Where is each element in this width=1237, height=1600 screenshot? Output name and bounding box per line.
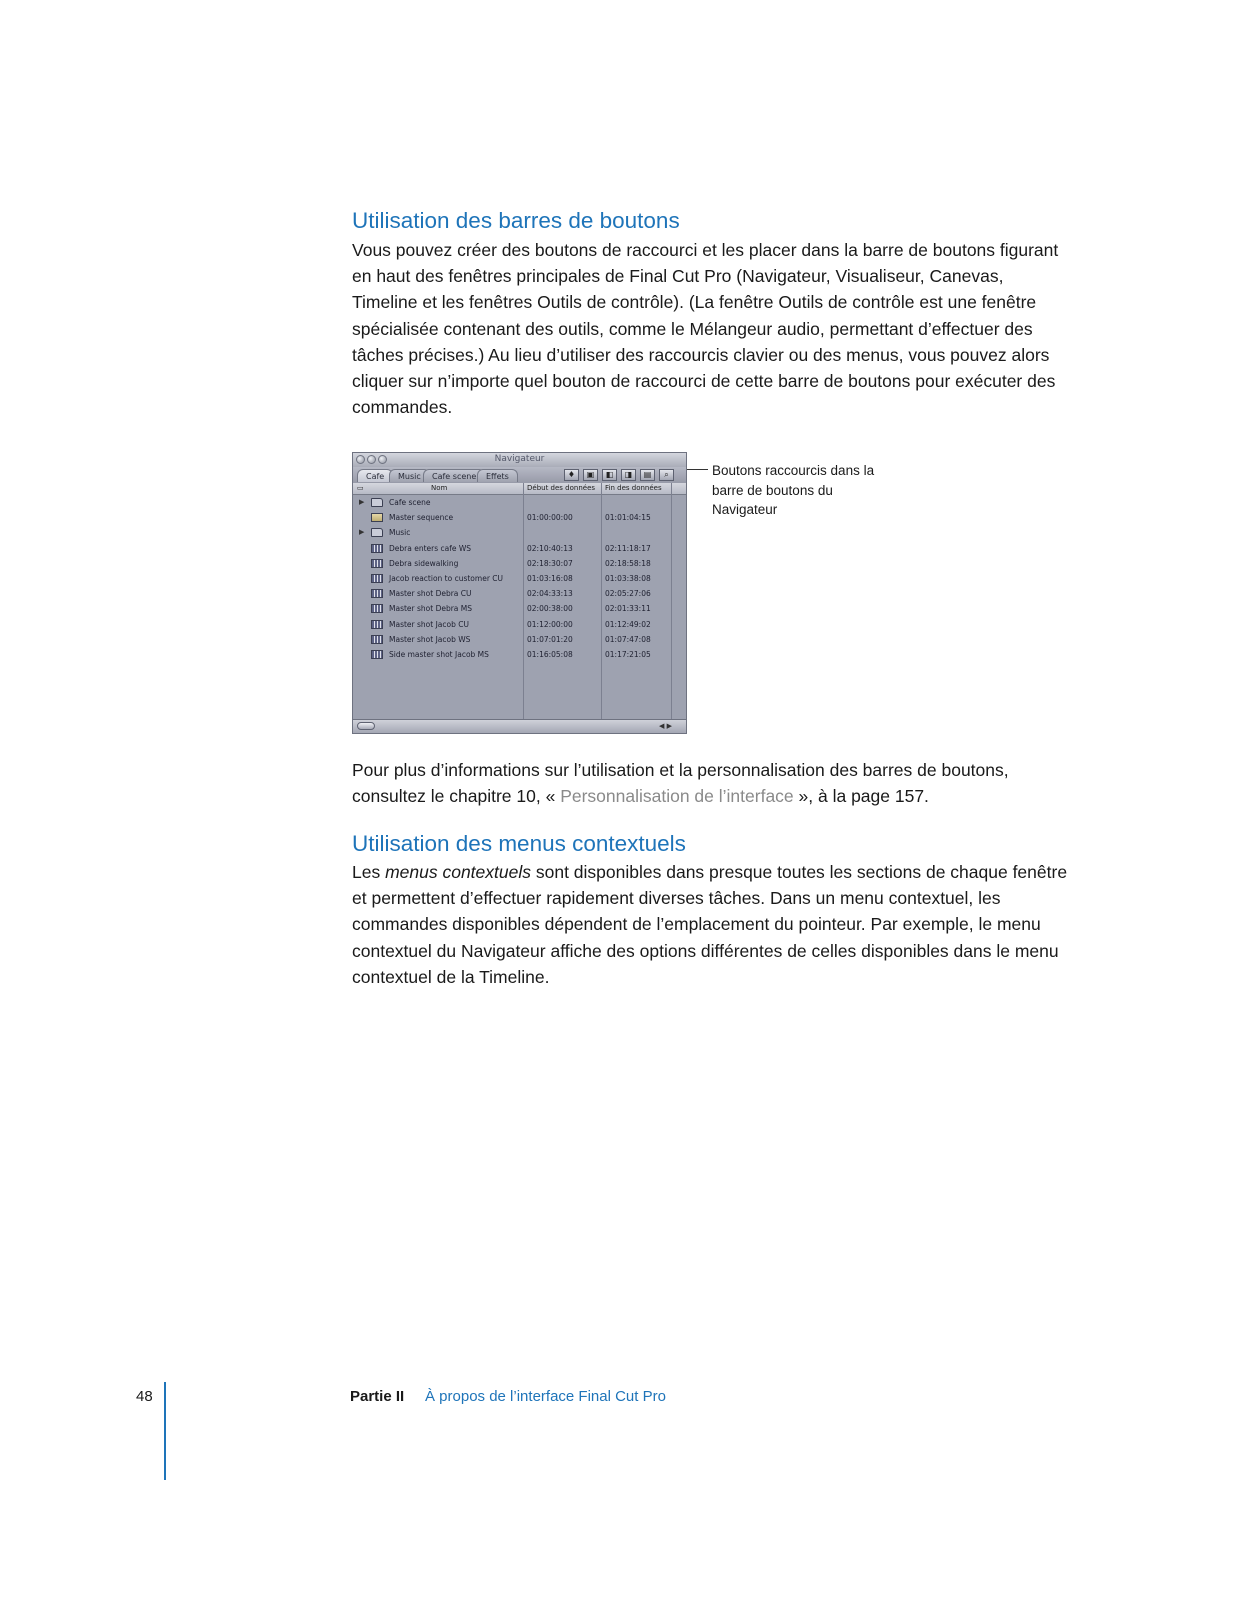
clip-icon (371, 544, 383, 553)
item-end: 01:07:47:08 (605, 634, 651, 644)
shortcut-button-3-icon[interactable]: ◧ (602, 469, 617, 481)
section-heading-context-menus: Utilisation des menus contextuels (352, 831, 686, 856)
tab-cafe-scene[interactable]: Cafe scene (423, 469, 485, 482)
column-start-header[interactable]: Début des données (527, 484, 596, 492)
item-name: Debra sidewalking (389, 558, 459, 568)
clip-icon (371, 574, 383, 583)
clip-icon (371, 635, 383, 644)
para-text: Les (352, 862, 386, 882)
tab-effets[interactable]: Effets (477, 469, 518, 482)
footer-part: Partie II (350, 1388, 405, 1405)
term-emphasis: menus contextuels (385, 862, 531, 882)
clip-icon (371, 559, 383, 568)
list-item[interactable] (353, 556, 686, 571)
item-start: 01:16:05:08 (527, 650, 573, 659)
column-end-header[interactable]: Fin des données (605, 484, 662, 492)
item-name: Master sequence (389, 513, 454, 523)
item-end: 02:18:58:18 (605, 558, 651, 568)
list-item[interactable] (353, 632, 686, 647)
scroll-arrows-icon[interactable]: ◀ ▶ (659, 722, 672, 730)
item-start: 02:04:33:13 (527, 589, 573, 599)
column-header (353, 483, 686, 495)
item-start: 01:00:00:00 (527, 513, 573, 523)
item-start: 01:07:01:20 (527, 634, 573, 644)
figure-callout: Boutons raccourcis dans la barre de boutons du Navigateur (712, 463, 875, 517)
item-start: 01:03:16:08 (527, 574, 573, 583)
bin-icon: ▭ (357, 484, 364, 492)
navigator-window-figure (352, 452, 687, 734)
clip-icon (371, 604, 383, 613)
item-start: 02:10:40:13 (527, 543, 573, 553)
list-item[interactable] (353, 617, 686, 632)
list-item[interactable] (353, 571, 686, 586)
list-item[interactable] (353, 541, 686, 556)
item-name: Side master shot Jacob MS (389, 650, 489, 659)
clip-icon (371, 589, 383, 598)
para-text: Pour plus d’informations sur l’utilisation et la personnalisation des barres de boutons, consultez le chapitre 10, « (352, 760, 1009, 807)
sequence-icon (371, 513, 383, 522)
list-item[interactable] (353, 510, 686, 525)
item-end: 02:01:33:11 (605, 604, 651, 614)
item-start: 01:12:00:00 (527, 619, 573, 629)
item-name: Debra enters cafe WS (389, 543, 472, 553)
list-item[interactable] (353, 525, 686, 540)
disclosure-triangle-icon[interactable]: ▶ (359, 528, 365, 537)
window-title: Navigateur (494, 454, 545, 464)
para-text: sont disponibles dans presque toutes les sections de chaque fenêtre et permettent d’effectuer rapidement diverses tâches. Dans un menu contextuel, les commandes disponibles dépendent de l’emplacement du pointeur. Par exemple, le menu contextuel du Navigateur affiche des options différentes de celles disponibles dans le menu contextuel de la Timeline. (352, 862, 1068, 987)
tab-music[interactable]: Music (389, 469, 430, 482)
shortcut-button-2-icon[interactable]: ▣ (583, 469, 598, 481)
item-end: 02:05:27:06 (605, 589, 651, 599)
list-item[interactable] (353, 495, 686, 510)
disclosure-triangle-icon[interactable]: ▶ (359, 498, 365, 506)
list-item[interactable] (353, 647, 686, 662)
column-name-header[interactable]: Nom (431, 484, 448, 492)
footer-chapter: À propos de l’interface Final Cut Pro (425, 1388, 666, 1405)
item-end: 01:12:49:02 (605, 619, 651, 629)
para-text: », à la page 157. (793, 786, 929, 807)
tab-cafe[interactable]: Cafe (357, 469, 393, 482)
shortcut-button-1-icon[interactable]: ♦ (564, 469, 579, 481)
item-name: Master shot Jacob WS (389, 634, 471, 644)
item-name: Jacob reaction to customer CU (389, 574, 504, 583)
item-end: 01:17:21:05 (605, 650, 651, 659)
folder-icon (371, 498, 383, 507)
clip-icon (371, 620, 383, 629)
item-end: 02:11:18:17 (605, 543, 651, 553)
item-name: Music (389, 528, 411, 538)
item-start: 02:18:30:07 (527, 558, 573, 568)
shortcut-button-4-icon[interactable]: ◨ (621, 469, 636, 481)
scroll-thumb[interactable] (357, 722, 375, 730)
list-item[interactable] (353, 586, 686, 601)
shortcut-button-5-icon[interactable]: ▤ (640, 469, 655, 481)
item-name: Master shot Debra MS (389, 604, 473, 614)
list-item[interactable] (353, 601, 686, 616)
section-paragraph-context-menus (352, 859, 1072, 990)
item-end: 01:01:04:15 (605, 513, 651, 523)
chapter-link[interactable]: Personnalisation de l’interface (560, 786, 794, 807)
item-end: 01:03:38:08 (605, 574, 651, 583)
section-paragraph-button-bars: Vous pouvez créer des boutons de raccourci et les placer dans la barre de boutons figurant en haut des fenêtres principales de Final Cut Pro (Navigateur, Visualiseur, Canevas, Timeline et les fenêtres Outils de contrôle). (La fenêtre Outils de contrôle est une fenêtre spécialisée contenant des outils, comme le Mélangeur audio, permettant d’effectuer des tâches précises.) Au lieu d’utiliser des raccourcis clavier ou des menus, vous pouvez alors cliquer sur n’importe quel bouton de raccourci de cette barre de boutons pour exécuter des commandes. (352, 240, 1059, 418)
shortcut-button-6-icon[interactable]: ⌕ (659, 469, 674, 481)
clip-icon (371, 650, 383, 659)
cross-reference-paragraph (352, 757, 1072, 809)
callout-leader-line (687, 469, 708, 470)
window-bottom-bar (353, 719, 686, 733)
item-name: Cafe scene (389, 498, 431, 507)
folder-icon (371, 528, 383, 537)
tab-bar (353, 467, 686, 483)
window-titlebar (353, 453, 686, 467)
page-number: 48 (136, 1388, 153, 1405)
item-name: Master shot Debra CU (389, 589, 472, 599)
item-name: Master shot Jacob CU (389, 619, 469, 629)
item-start: 02:00:38:00 (527, 604, 573, 614)
section-heading-button-bars: Utilisation des barres de boutons (352, 208, 680, 233)
footer-rule (164, 1382, 166, 1480)
